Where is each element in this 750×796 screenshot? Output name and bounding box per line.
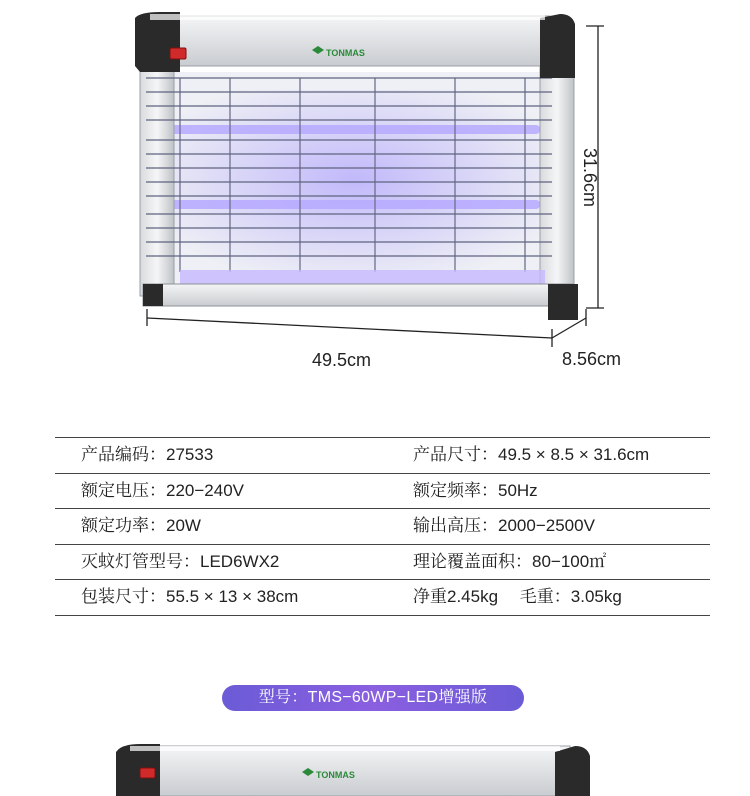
spec-row: [55, 509, 710, 545]
dim-depth-label: 8.56cm: [562, 349, 622, 369]
svg-text:TONMAS: TONMAS: [316, 770, 355, 780]
spec-lamp-model: 灭蚊灯管型号：LED6WX2: [81, 551, 280, 571]
spec-table: [55, 437, 710, 616]
spec-row: [55, 437, 710, 474]
dim-height-label: 31.6cm: [580, 148, 600, 208]
product-image-secondary: [0, 730, 750, 796]
dim-width-label: 49.5cm: [312, 350, 372, 370]
uv-tube-lower: [160, 200, 540, 209]
spec-package-size: 包装尺寸：55.5 × 13 × 38cm: [81, 587, 299, 606]
top-housing: [150, 16, 550, 66]
spec-rated-power: 额定功率：20W: [81, 516, 201, 535]
bottom-tray: [143, 284, 573, 306]
product-image-main: [0, 0, 750, 390]
uv-tube-upper: [160, 125, 540, 134]
spec-coverage-area: 理论覆盖面积：80−100㎡: [413, 551, 607, 571]
model-badge: 型号：TMS−60WP−LED增强版: [222, 685, 524, 711]
spec-weight: 净重2.45kg 毛重：3.05kg: [413, 587, 622, 606]
spec-row: [55, 474, 710, 510]
svg-text:TONMAS: TONMAS: [326, 48, 365, 58]
spec-product-size: 产品尺寸：49.5 × 8.5 × 31.6cm: [413, 445, 650, 464]
spec-output-voltage: 输出高压：2000−2500V: [413, 516, 595, 535]
spec-product-code: 产品编码：27533: [81, 445, 214, 464]
spec-rated-frequency: 额定频率：50Hz: [413, 480, 538, 500]
end-cap-left: [135, 12, 180, 72]
power-switch: [170, 48, 186, 59]
end-cap-right: [540, 14, 575, 78]
spec-rated-voltage: 额定电压：220−240V: [81, 480, 244, 500]
spec-row: [55, 545, 710, 581]
spec-row: [55, 580, 710, 616]
